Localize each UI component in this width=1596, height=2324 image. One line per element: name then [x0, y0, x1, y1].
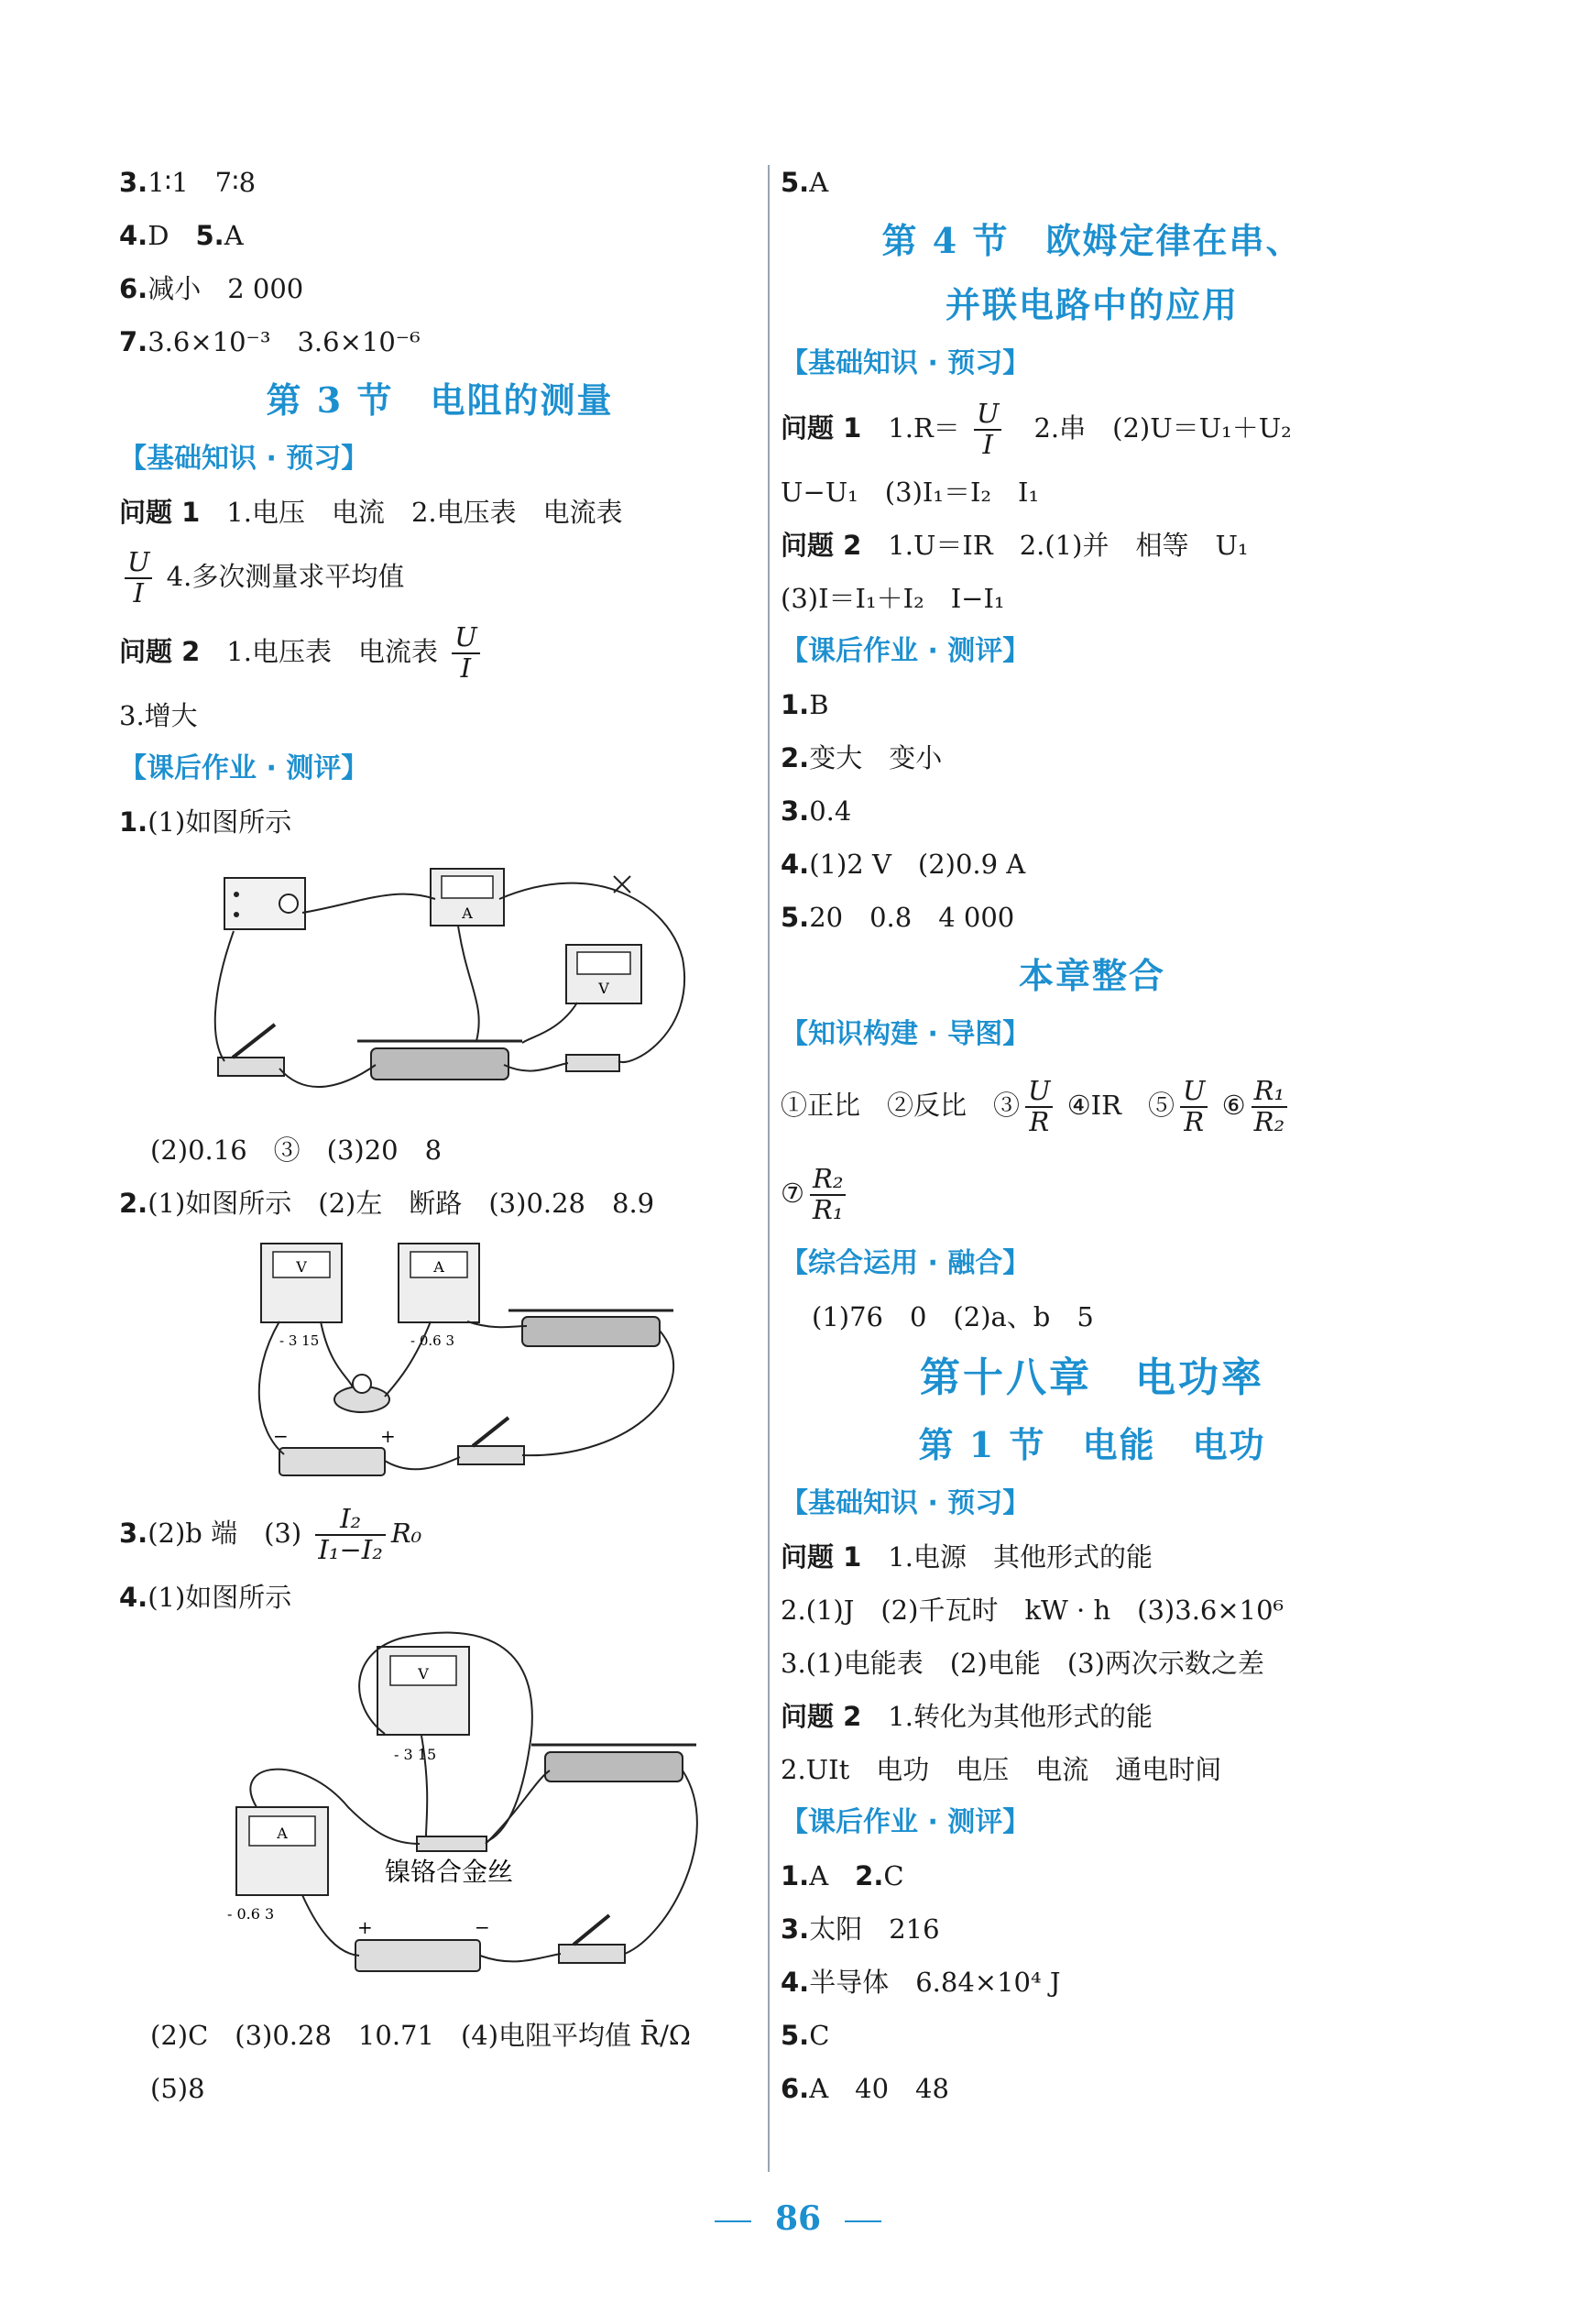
- section-tag: 【综合运用 · 融合】: [781, 1247, 1031, 1279]
- circuit-diagram-1: [119, 849, 760, 1124]
- answer-line: (2)C (3)0.28 10.71 (4)电阻平均值 R̄/Ω: [150, 2020, 691, 2051]
- fraction: $\frac{U}{I}$: [125, 548, 152, 608]
- answer-line: 1.B: [781, 689, 829, 720]
- answer-line: ⑦ $\frac{\text{R₂}}{\text{R₁}}$: [781, 1149, 1404, 1237]
- answer-line: 3.1∶1 7∶8: [119, 167, 257, 198]
- svg-text:A: A: [277, 1825, 288, 1842]
- section-tag: 【基础知识 · 预习】: [119, 443, 369, 475]
- answer-line: 3.增大: [119, 700, 198, 731]
- column-divider: [768, 165, 770, 2172]
- answer-line: 4.(1)如图所示: [119, 1582, 292, 1613]
- svg-text:- 0.6 3: - 0.6 3: [227, 1905, 275, 1923]
- answer-line: ①正比 ②反比 ③ $\frac{U}{R}$ ④IR ⑤ $\frac{U}{R}$ ⑥ $\frac{\text{R₁}}{\text{R₂}}$: [781, 1061, 1404, 1149]
- wire-label: 镍铬合金丝: [385, 1857, 514, 1887]
- answer-line: 3.0.4: [781, 795, 852, 827]
- battery-pack: [279, 1448, 385, 1475]
- circuit-diagram-3: [119, 1624, 760, 2009]
- page-number: 86: [0, 2199, 1596, 2238]
- section-title: 并联电路中的应用: [945, 284, 1239, 325]
- answer-line: 1.A 2.C: [781, 1860, 904, 1891]
- svg-text:−: −: [273, 1425, 289, 1447]
- fraction: $\frac{U}{I}$: [974, 400, 1001, 460]
- svg-text:−: −: [475, 1916, 490, 1938]
- answer-line: 6.减小 2 000: [119, 273, 304, 304]
- answer-line: 2.UIt 电功 电压 电流 通电时间: [781, 1754, 1222, 1785]
- rheostat: [371, 1048, 508, 1080]
- answer-line: 3.(1)电能表 (2)电能 (3)两次示数之差: [781, 1648, 1264, 1679]
- section-tag: 【基础知识 · 预习】: [781, 1487, 1031, 1519]
- bulb-icon: [353, 1375, 371, 1393]
- voltmeter-label: V: [598, 980, 609, 997]
- switch: [458, 1446, 524, 1464]
- battery-pack: [355, 1940, 480, 1971]
- section-tag: 【课后作业 · 测评】: [119, 752, 369, 784]
- svg-text:+: +: [357, 1916, 373, 1938]
- circuit-diagram-2: [119, 1230, 760, 1496]
- fraction: $\frac{\text{I₂}}{\text{I₁−I₂}}$: [315, 1505, 385, 1565]
- answer-line: $\frac{U}{I}$ 4.多次测量求平均值: [119, 539, 760, 614]
- answer-line: 问题 2 1.电压表 电流表 $\frac{U}{I}$: [119, 614, 760, 689]
- answer-line: 问题 1 1.电源 其他形式的能: [781, 1541, 1153, 1573]
- fraction: $\frac{U}{R}$: [1025, 1077, 1053, 1137]
- answer-line: 3.(2)b 端 (3) $\frac{\text{I₂}}{\text{I₁−I₂}}$ R₀: [119, 1503, 422, 1565]
- switch: [559, 1945, 625, 1963]
- chapter-title: 第十八章 电功率: [920, 1354, 1264, 1401]
- svg-text:A: A: [433, 1258, 444, 1276]
- answer-line: 5.C: [781, 2020, 830, 2051]
- nichrome-wire: [417, 1836, 486, 1851]
- section-title: 第 1 节 电能 电功: [918, 1424, 1266, 1465]
- rheostat: [522, 1317, 660, 1346]
- answer-line: (3)I＝I₁＋I₂ I−I₁: [781, 583, 1005, 614]
- fraction: $\frac{\text{R₂}}{\text{R₁}}$: [810, 1165, 846, 1225]
- answer-line: 问题 2 1.转化为其他形式的能: [781, 1701, 1153, 1732]
- answer-line: 3.太阳 216: [781, 1913, 940, 1945]
- answer-line: 5.20 0.8 4 000: [781, 902, 1015, 933]
- section-title: 本章整合: [1018, 955, 1165, 996]
- fraction: $\frac{U}{I}$: [452, 623, 479, 684]
- svg-text:+: +: [380, 1425, 396, 1447]
- answer-line: 问题 2 1.U＝IR 2.(1)并 相等 U₁: [781, 530, 1249, 561]
- svg-text:V: V: [418, 1665, 429, 1683]
- section-tag: 【基础知识 · 预习】: [781, 347, 1031, 379]
- section-tag: 【知识构建 · 导图】: [781, 1018, 1031, 1050]
- answer-line: (5)8: [150, 2073, 205, 2104]
- svg-text:- 0.6 3: - 0.6 3: [410, 1332, 455, 1349]
- answer-line: (1)76 0 (2)a、b 5: [812, 1301, 1094, 1332]
- cross-mark-icon: [614, 876, 630, 893]
- answer-line: U−U₁ (3)I₁＝I₂ I₁: [781, 477, 1040, 508]
- answer-line: 4.D 5.A: [119, 220, 244, 251]
- ammeter-label: A: [462, 904, 473, 922]
- svg-text:- 3 15: - 3 15: [279, 1332, 320, 1349]
- knob-icon: [279, 894, 298, 913]
- answer-line: 问题 1 1.R＝ $\frac{U}{I}$ 2.串 (2)U＝U₁＋U₂: [781, 398, 1292, 460]
- answer-line: 问题 1 1.电压 电流 2.电压表 电流表: [119, 497, 623, 528]
- answer-line: (2)0.16 ③ (3)20 8: [150, 1135, 443, 1166]
- switch: [218, 1058, 284, 1076]
- section-tag: 【课后作业 · 测评】: [781, 1806, 1031, 1838]
- answer-line: 5.A: [781, 167, 829, 198]
- right-column: [781, 156, 1404, 2115]
- answer-line: 2.(1)J (2)千瓦时 kW · h (3)3.6×10⁶: [781, 1595, 1284, 1626]
- fraction: $\frac{\text{R₁}}{\text{R₂}}$: [1252, 1077, 1287, 1137]
- answer-line: 1.(1)如图所示: [119, 806, 292, 838]
- answer-line: 4.半导体 6.84×10⁴ J: [781, 1967, 1061, 1998]
- section-tag: 【课后作业 · 测评】: [781, 635, 1031, 667]
- svg-text:- 3 15: - 3 15: [394, 1746, 437, 1763]
- answer-line: 4.(1)2 V (2)0.9 A: [781, 849, 1026, 880]
- resistor: [566, 1055, 619, 1071]
- answer-line: 7.3.6×10⁻³ 3.6×10⁻⁶: [119, 326, 421, 357]
- section-title: 第 3 节 电阻的测量: [266, 379, 614, 421]
- answer-line: 6.A 40 48: [781, 2073, 949, 2104]
- left-column: [119, 156, 760, 2115]
- svg-text:V: V: [296, 1258, 307, 1276]
- fraction: $\frac{U}{R}$: [1180, 1077, 1208, 1137]
- answer-line: 2.变大 变小: [781, 742, 943, 773]
- section-title: 第 4 节 欧姆定律在串、: [881, 220, 1303, 261]
- rheostat: [545, 1752, 683, 1781]
- answer-line: 2.(1)如图所示 (2)左 断路 (3)0.28 8.9: [119, 1188, 655, 1219]
